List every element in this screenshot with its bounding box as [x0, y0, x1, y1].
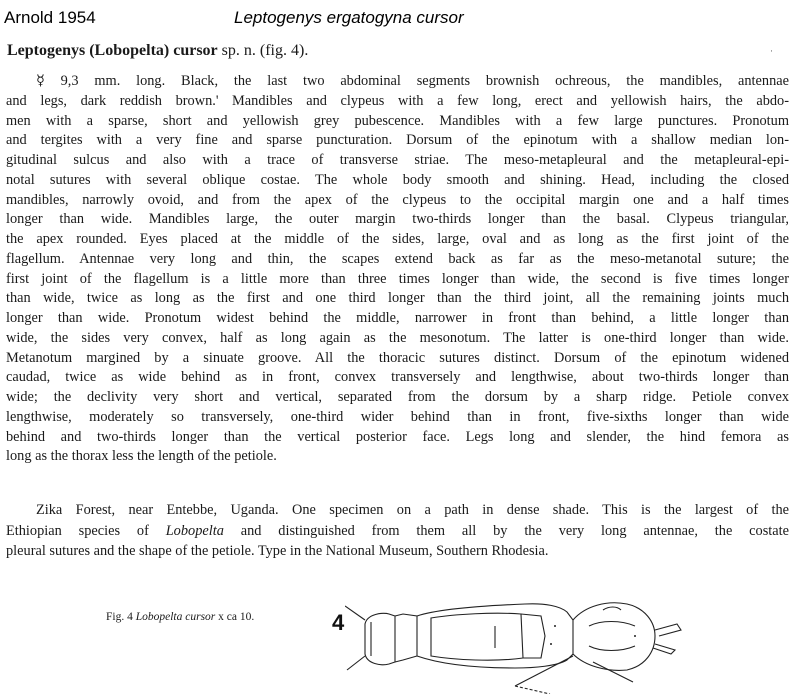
description-line: gitudinal sulcus and also with a trace of transverse striae. The meso-metapleural and the metapleural-epi-: [6, 152, 789, 168]
mandible-upper: [655, 624, 681, 636]
locality-line: [6, 521, 789, 542]
description-line: first joint of the flagellum is a little more than three times longer than wide, the second is five times longer: [6, 270, 789, 287]
mesonotum-suture: [521, 614, 545, 658]
description-line: ☿ 9,3 mm. long. Black, the last two abdominal segments brownish ochreous, the mandibles, antennae: [36, 73, 789, 89]
description-line: lengthwise, moderately so transversely, one-third wider behind than in front, five-sixths longer than wide: [6, 408, 789, 425]
description-line: mandibles, narrowly ovoid, and from the apex of the clypeus to the occipital margin one and a half times: [6, 191, 789, 208]
description-line: wide; the declivity very short and vertical, separated from the dorsum by a sharp ridge. Petiole convex: [6, 389, 789, 405]
locality-text: and distinguished from them all by the very long antennae, the costate: [223, 522, 789, 539]
eye: [603, 607, 621, 610]
description-line: longer than wide. Pronotum widest behind the middle, narrower in front than behind, a little longer than: [6, 310, 789, 326]
head-detail: [589, 622, 635, 651]
header-author-year: Arnold 1954: [4, 8, 96, 27]
description-line: and legs, dark reddish brown.' Mandibles and clypeus with a few long, erect and yellowish hairs, the abdo-: [6, 92, 789, 109]
caption-scale: x ca 10.: [215, 611, 255, 623]
antenna-flagellum: [515, 686, 550, 694]
pronotum-puncture: [554, 625, 556, 627]
description-line: caudad, twice as wide behind as in front, convex transversely and lengthwise, about two-thirds longer than: [6, 369, 789, 386]
figure-number: 4: [332, 610, 345, 635]
description-line: long as the thorax less the length of the petiole.: [6, 448, 277, 465]
pronotum-outline: [431, 613, 523, 660]
locality-line: Zika Forest, near Entebbe, Uganda. One specimen on a path in dense shade. This is the largest of the: [36, 502, 789, 518]
ant-drawing: [345, 586, 790, 694]
species-heading-name: Leptogenys (Lobopelta) cursor: [7, 42, 218, 59]
description-line: Metanotum margined by a sinuate groove. All the thoracic sutures distinct. Dorsum of the epinotum widened: [6, 349, 789, 366]
description-line: behind and two-thirds longer than the vertical posterior face. Legs long and slender, the hind femora as: [6, 428, 789, 445]
petiole-outline: [395, 614, 417, 662]
head-outline: [573, 603, 655, 671]
species-heading-suffix: sp. n. (fig. 4).: [217, 42, 309, 59]
antenna-club: [593, 662, 633, 682]
species-heading: [7, 42, 308, 60]
leg-hind: [345, 606, 365, 620]
antenna-scape: [515, 656, 573, 686]
description-line: flagellum. Antennae very long and thin, the scapes extend back as far as the meso-metanotal suture; the: [6, 250, 789, 267]
figure-caption: [106, 611, 254, 623]
description-line: men with a sparse, short and yellowish grey pubescence. Mandibles with a few large punctures. Pronotum: [6, 112, 789, 129]
gaster-outline: [365, 613, 395, 664]
description-line: notal sutures with several oblique costae. The whole body smooth and shining. Head, including the closed: [6, 171, 789, 188]
description-line: wide, the sides very convex, half as long again as the mesonotum. The latter is one-third longer than wide.: [6, 329, 789, 346]
description-line: longer than wide. Mandibles large, the outer margin two-thirds longer than the basal. Clypeus triangular,: [6, 211, 789, 228]
caption-prefix: Fig. 4: [106, 611, 136, 623]
locality-paragraph: [6, 500, 789, 562]
description-line: than wide, twice as long as the first and one third longer than the third joint, all the remaining joints much: [6, 290, 789, 307]
genus-name: Lobopelta: [165, 522, 224, 539]
description-line: the apex rounded. Eyes placed at the middle of the sides, large, oval and as long as the first joint of the: [6, 231, 789, 247]
description-paragraph: [6, 72, 789, 467]
description-line: and tergites with a very fine and sparse puncturation. Dorsum of the epinotum with a shallow median lon-: [6, 132, 789, 149]
scan-mark: ·: [770, 46, 773, 56]
head-puncture: [634, 635, 636, 637]
leg-hind-2: [347, 656, 365, 670]
caption-species: Lobopelta cursor: [135, 611, 216, 623]
header-species-name: Leptogenys ergatogyna cursor: [234, 8, 464, 27]
locality-line: pleural sutures and the shape of the petiole. Type in the National Museum, Southern Rhodesia.: [6, 543, 549, 559]
pronotum-puncture: [550, 643, 552, 645]
locality-text: Ethiopian species of: [6, 522, 166, 539]
mandible-lower: [653, 644, 675, 654]
